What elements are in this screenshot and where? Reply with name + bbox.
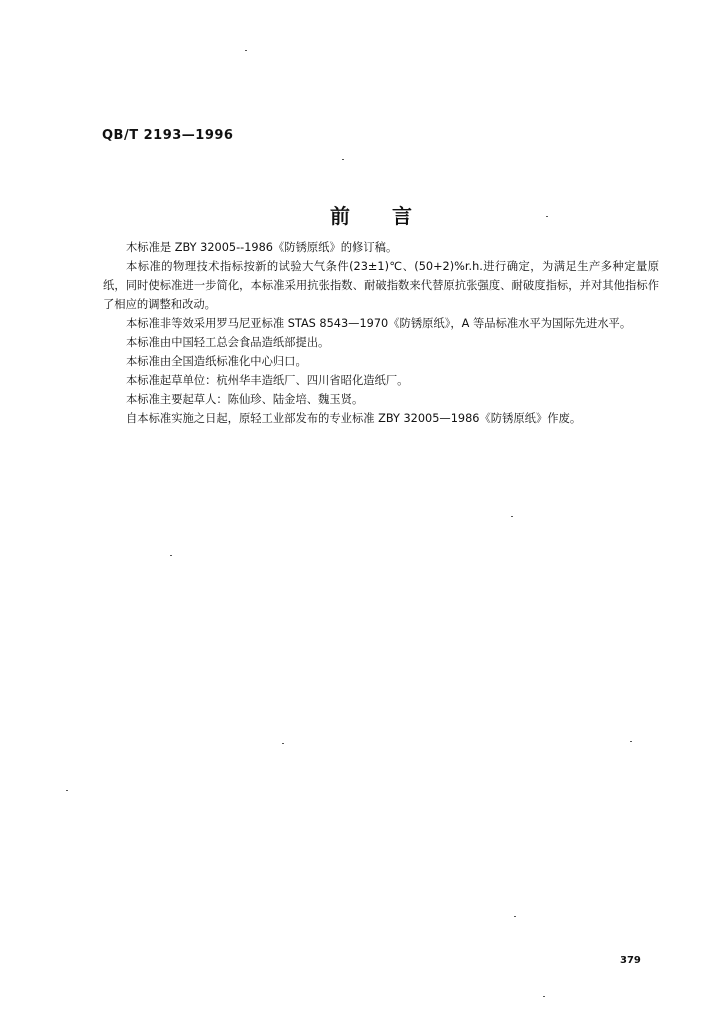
paragraph-drafting-units: 本标准起草单位：杭州华丰造纸厂、四川省昭化造纸厂。	[126, 374, 409, 387]
scan-speck	[282, 743, 284, 744]
foreword-body	[103, 238, 659, 428]
scan-speck	[546, 216, 548, 217]
scan-speck	[170, 555, 172, 556]
paragraph-administrator: 本标准由全国造纸标准化中心归口。	[126, 355, 307, 368]
paragraph-equivalence: 本标准非等效采用罗马尼亚标准 STAS 8543—1970《防锈原纸》，A 等品标准水平为国际先进水平。	[126, 317, 632, 330]
scan-speck	[630, 741, 632, 742]
page-title: 前言	[330, 204, 454, 228]
scan-speck	[514, 916, 516, 917]
page-number: 379	[620, 955, 641, 966]
scan-speck	[245, 50, 247, 51]
scan-speck	[511, 516, 513, 517]
paragraph-drafters: 本标准主要起草人：陈仙珍、陆金培、魏玉贤。	[126, 393, 364, 406]
paragraph-revision: 木标准是 ZBY 32005--1986《防锈原纸》的修订稿。	[126, 241, 398, 254]
paragraph-technical-indicators: 本标准的物理技术指标按新的试验大气条件(23±1)℃、(50+2)%r.h.进行确定，为满足生产多种定量原纸，同时使标准进一步简化，本标准采用抗张指数、耐破指数来代替原抗张强度、耐破度指标，并对其他指标作了相应的调整和改动。	[103, 260, 659, 311]
scan-speck	[66, 790, 68, 791]
scan-speck	[543, 996, 545, 997]
standard-code: QB/T 2193—1996	[102, 128, 234, 143]
scan-speck	[342, 159, 344, 160]
paragraph-supersession: 自本标准实施之日起，原轻工业部发布的专业标准 ZBY 32005—1986《防锈原纸》作废。	[126, 412, 582, 425]
paragraph-proposer: 本标准由中国轻工总会食品造纸部提出。	[126, 336, 330, 349]
